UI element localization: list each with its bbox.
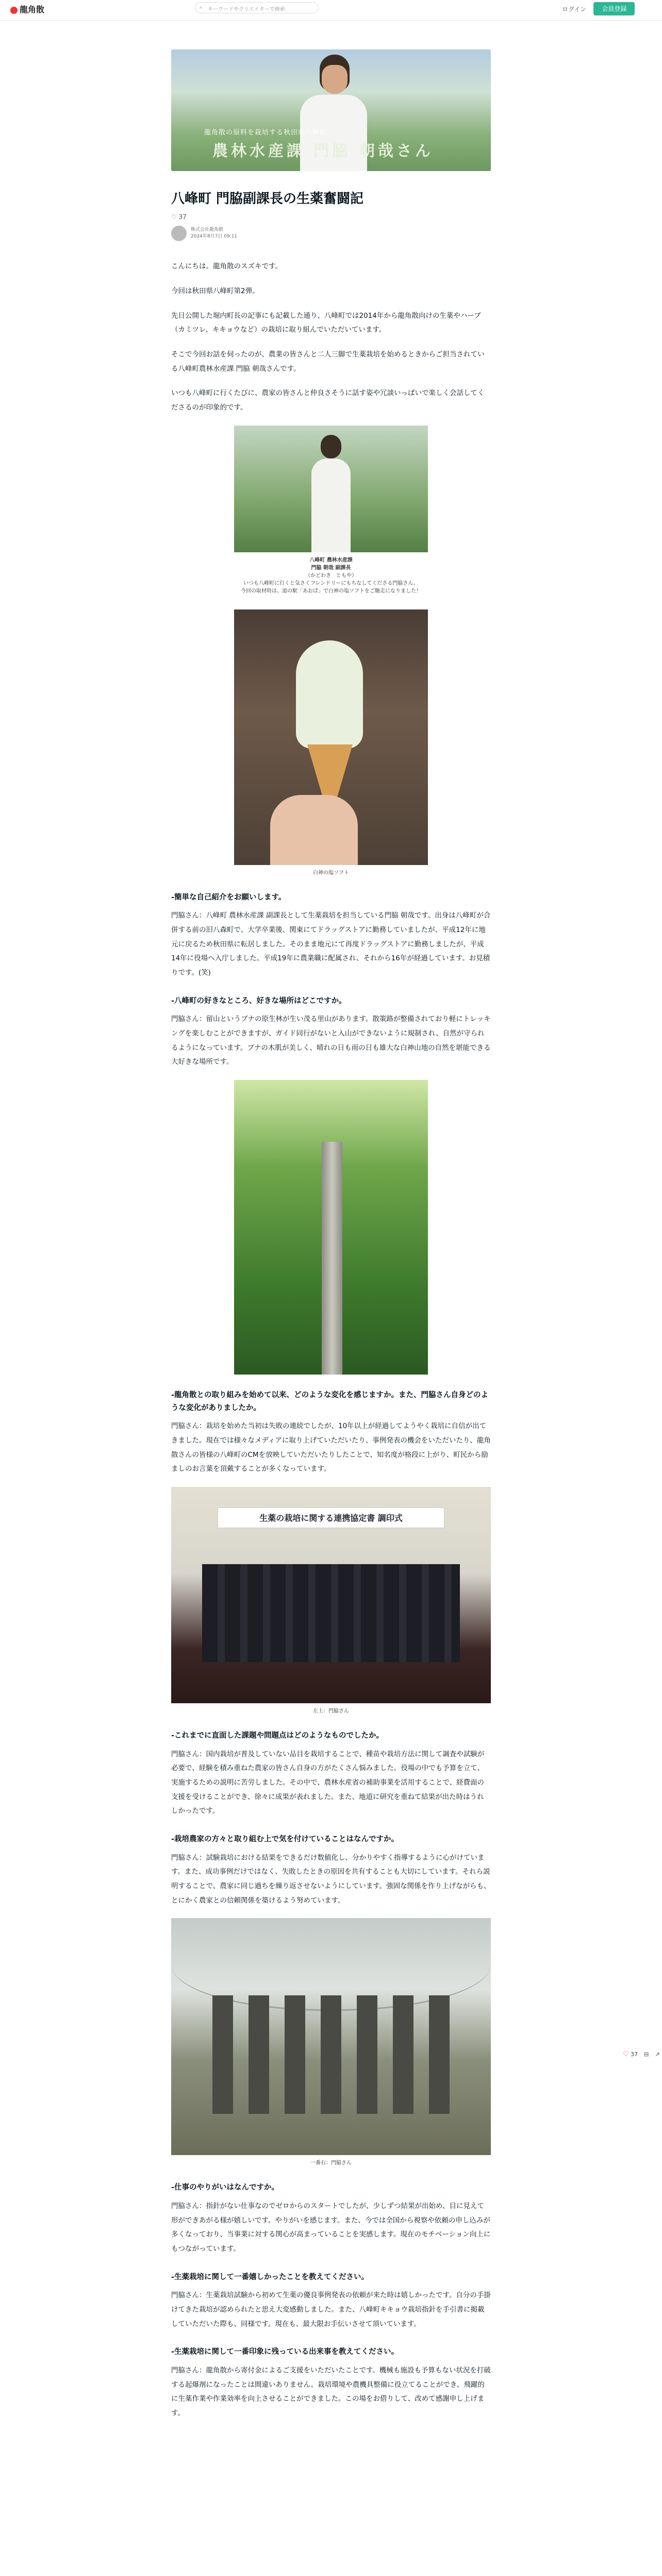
softcream-photo [234,609,428,865]
question-heading: -これまでに直面した課題や問題点はどのようなものでしたか。 [171,1732,384,1740]
question-heading: -仕事のやりがいはなんですか。 [171,2183,279,2192]
header-actions [562,2,635,15]
question-heading: -八峰町の好きなところ、好きな場所はどこですか。 [171,996,346,1005]
search-icon: ⌕ [200,5,203,10]
article-title: 八峰町 門脇副課長の生薬奮闘記 [171,191,364,207]
answer: 門脇さん：試験栽培における結果をできるだけ数値化し、分かりやすく指導するように心がけています。また、成功事例だけではなく、失敗したときの原因を共有することも大切にしています。それら説明することで、農家に同じ過ちを繰り返させないようにしています。強固な関係を作り上げながらも、とにかく農家との信頼関係を築けるよう努めています。 [171,1853,491,1905]
question-heading: -生薬栽培に関して一番嬉しかったことを教えてください。 [171,2273,369,2281]
logo-mark-icon [10,7,18,14]
site-logo[interactable] [10,3,44,15]
portrait-photo [234,426,428,552]
question-heading: -生薬栽培に関して一番印象に残っている出来事を教えてください。 [171,2348,399,2357]
group-caption: 左上：門脇さん [313,1708,349,1715]
greenhouse-photo [171,1918,491,2155]
paragraph: そこで今回お話を伺ったのが、農業の皆さんと二人三脚で生薬栽培を始めるときからご担当されている八峰町農林水産課 門脇 朝哉さんです。 [171,350,485,373]
floating-actions [623,2050,660,2058]
answer: 門脇さん：栽培を始めた当初は失敗の連続でしたが、10年以上が経過してようやく栽培に自信が出てきました。現在では様々なメディアに取り上げていただいたり、事例発表の機会をいただいたり、龍角散さんの皆様の八峰町のCMを放映していただいたりしたことで、知名度が格段に上がり、町民から励ましのお言葉を頂戴することが多くなっています。 [171,1422,491,1473]
answer: 門脇さん：留山というブナの原生林が生い茂る里山があります。散策路が整備されており軽にトレッキングを楽しむことができますが、ガイド同行がないと入山ができないように規制され、自然が守られるようになっています。ブナの木肌が美しく、晴れの日も雨の日も雄大な白神山地の自然を堪能できる大好きな場所です。 [171,1015,491,1066]
beech-tree-photo [234,1080,428,1375]
paragraph: 先日公開した堀内町長の記事にも記載した通り、八峰町では2014年から龍角散向けの生薬やハーブ（カミツレ、キキョウなど）の栽培に取り組んでいただいています。 [171,311,481,334]
question-heading: -龍角散との取り組みを始めて以来、どのような変化を感じますか。また、門脇さん自身どのような変化がありましたか。 [171,1391,489,1412]
hero-image [171,49,491,171]
top-nav [0,0,662,21]
avatar[interactable] [171,226,187,241]
search-placeholder: キーワードやクリエイターで検索 [208,7,285,12]
paragraph: こんにちは。龍角散のスズキです。 [171,262,282,271]
author-row[interactable] [171,226,491,241]
portrait-caption: 八峰町 農林水産課 門脇 朝哉 副課長 （かどわき ともや） いつも八峰町に行くと気さくフレンドリーにもちなしてくださる門脇さん。 今回の取材時は、道の駅「あおば」で白神の塩ソフトをご馳走になりました！ [241,557,421,594]
like-row[interactable] [171,213,491,221]
bookmark-icon[interactable]: ⊟ [644,2051,649,2058]
group-banner: 生薬の栽培に関する連携協定書 調印式 [218,1507,444,1528]
article [171,49,491,2431]
answer: 門脇さん：指針がない仕事なのでゼロからのスタートでしたが、少しずつ結果が出始め、目に見えて形ができあがる様が嬉しいです。やりがいを感じます。また、今では全国から視察や依頼の申し込みが多くなっており、当事業に対する関心が高まっていることを実感します。現在のモチベーション向上にもつながっています。 [171,2202,491,2253]
publish-date: 2024年8月7日 09:11 [191,234,238,240]
question-heading: -簡単な自己紹介をお願いします。 [171,893,286,902]
article-body [171,260,491,2420]
answer: 門脇さん：国内栽培が普及していない品目を栽培することで、種苗や栽培方法に関して調査や試験が必要で、経験を積み重ねた農家の皆さん自身の方がたくさん悩みました。役場の中でも予算を立て、実施するための説明に苦労しました。その中で、農林水産省の補助事業を活用することで、経費面の支援を受けることができ、徐々に成果が表れました。また、地道に研究を重ねて結果が出た時はうれしかったです。 [171,1750,485,1816]
answer: 門脇さん：龍角散から寄付金によるご支援をいただいたことです。機械も施設も予算もない状況を打破する起爆剤になったことは間違いありません。栽培環境や農機具整備に役立てることができ、飛躍的に生薬作業や作業効率を向上させることができました。この場をお借りして、改めて感謝申し上げます。 [171,2366,491,2418]
answer: 門脇さん：八峰町 農林水産課 副課長として生薬栽培を担当している門脇 朝哉です。出身は八峰町が合併する前の旧八森町で、大学卒業後、関東にてドラッグストアに勤務していましたが、平成12年に地元に戻るため秋田県に転居しました。そのまま地元にて再度ドラッグストアに勤務しましたが、平成14年に役場へ入庁しました。平成19年に農業職に配属され、それから16年が経過しています。お見積りです。(笑) [171,911,491,977]
answer: 門脇さん：生薬栽培試験から初めて生薬の優良事例発表の依頼が来た時は嬉しかったです。自分の手掛けてきた栽培が認められたと思え大変感動しました。また、八峰町キキョウ栽培指針を手引書に掲載していただいた際も、同様です。現在も、最大限お手伝いさせて頂いています。 [171,2291,491,2328]
paragraph: 今回は秋田県八峰町第2弾。 [171,287,259,296]
question-heading: -栽培農家の方々と取り組む上で気を付けていることはなんですか。 [171,1835,399,1844]
softcream-caption: 白神の塩ソフト [313,870,349,876]
logo-text: 龍角散 [20,5,45,14]
heart-icon[interactable]: ♡ [171,213,177,221]
signup-button[interactable]: 会員登録 [593,2,635,15]
hero-subtitle: 龍角散の原料を栽培する秋田県八峰町 [204,129,327,137]
hero-title: 農林水産課 門脇 朝哉さん [212,142,434,160]
author-name[interactable]: 株式会社龍角散 [191,227,224,232]
login-button[interactable]: ログイン [562,5,587,13]
float-like-count: 37 [631,2051,638,2058]
paragraph: いつも八峰町に行くたびに、農家の皆さんと仲良さそうに話す姿や冗談いっぱいで楽しく会話してくださるのが印象的です。 [171,389,485,412]
search-input[interactable] [195,2,319,13]
heart-icon: ♡ [623,2050,629,2058]
group-photo [171,1487,491,1703]
share-icon[interactable]: ↗ [655,2051,660,2058]
float-like-button[interactable] [623,2050,638,2058]
greenhouse-caption: 一番右：門脇さん [310,2160,352,2166]
like-count: 37 [178,213,187,221]
